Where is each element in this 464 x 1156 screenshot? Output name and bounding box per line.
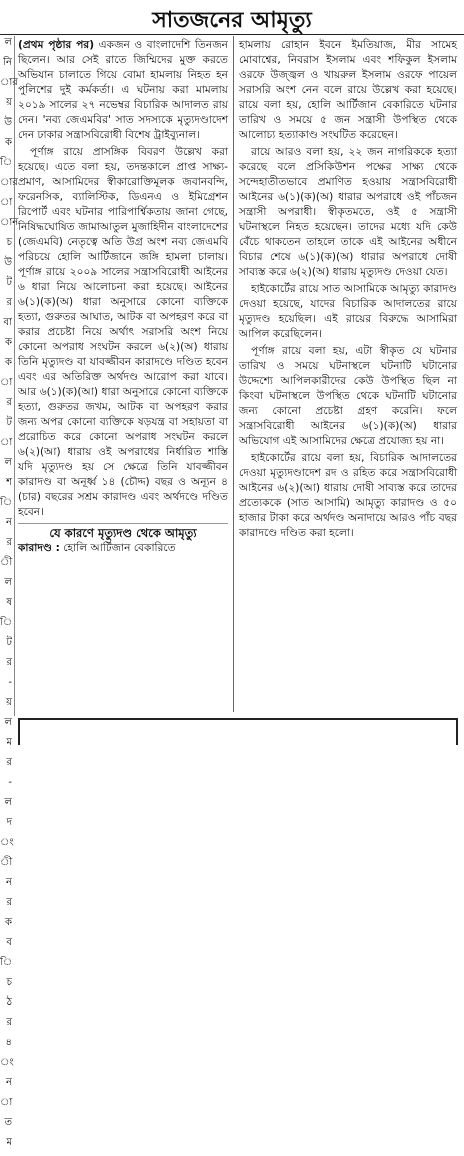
fragment-text: র	[6, 757, 12, 768]
article-paragraph	[18, 38, 228, 143]
fragment-text: য়	[6, 97, 12, 108]
fragment-text: নি	[3, 57, 12, 68]
fragment-text: ক	[5, 357, 12, 368]
fragment-text: ল	[4, 717, 12, 728]
article-paragraph: হাইকোর্টের রায়ে সাত আসামিকে আমৃত্যু কারাদণ্ড দেওয়া হয়েছে, যাদের বিচারিক আদালতের রায়ে মৃত্যুদণ্ড হয়েছিল। এই রায়ের বিরুদ্ধে আসামিরা আপিল করেছিলেন।	[239, 283, 457, 340]
fragment-text: ী	[0, 857, 13, 868]
fragment-text: ন	[6, 517, 12, 528]
fragment-text: ার	[0, 177, 18, 188]
continuation-label: (প্রথম পৃষ্ঠার পর)	[18, 39, 95, 51]
fragment-text: ট	[6, 277, 12, 288]
fragment-text: ান	[0, 217, 19, 228]
fragment-text: া	[0, 197, 13, 208]
article-column-2	[239, 38, 457, 710]
fragment-text: ত	[4, 1117, 12, 1128]
next-article-box	[18, 718, 458, 745]
fragment-text: ট	[6, 637, 12, 648]
fragment-text: ন	[6, 1077, 12, 1088]
fragment-text: া	[0, 437, 13, 448]
fragment-text: ল	[4, 457, 12, 468]
fragment-text: উ	[4, 257, 12, 268]
fragment-text: ি	[0, 957, 13, 968]
fragment-text: ার	[0, 77, 18, 88]
fragment-text: -	[8, 677, 12, 688]
fragment-text: ন	[6, 877, 12, 888]
fragment-text: ম	[6, 737, 12, 748]
fragment-text: ং	[0, 1057, 14, 1068]
section-label: কারাদণ্ড :	[18, 542, 60, 554]
fragment-text: ষ	[6, 597, 12, 608]
fragment-text: ক	[5, 137, 12, 148]
fragment-text: র	[6, 297, 12, 308]
fragment-text: ব	[6, 937, 12, 948]
fragment-text: উ	[4, 117, 12, 128]
fragment-text: চ	[6, 977, 12, 988]
adjacent-column-fragment	[0, 36, 19, 1148]
article-paragraph: রায়ে আরও বলা হয়, ২২ জন নাগরিককে হত্যা করেছে বলে প্রসিকিউশন পক্ষের সাক্ষ্য থেকে সন্দেহাতীতভাবে প্রমাণিত হওয়ায় সন্ত্রাসবিরোধী আইনের ৬(১)(ক)(অ) ধারার অপরাধে ওই পাঁচজন সন্ত্রাসী অপরাধী। স্বীকৃতমতে, ওই ৫ সন্ত্রাসী ঘটনাস্থলে নিহত হয়েছেন। তাদের মধ্যে যদি কেউ বেঁচে থাকতেন তাহলে তাকে এই আইনের অধীনে বিচার শেষে ৬(১)(ক)(অ) ধারার অপরাধে দোষী সাব্যস্ত করে ৬(২)(অ) ধারায় মৃত্যুদণ্ড দেওয়া যেত।	[239, 146, 457, 278]
headline: সাতজনের আমৃত্যু	[152, 7, 312, 33]
fragment-text: ি	[0, 157, 13, 168]
fragment-text: -	[8, 777, 12, 788]
fragment-text: ঠ	[6, 997, 12, 1008]
fragment-text: ল	[4, 37, 12, 48]
fragment-text: ি	[0, 617, 13, 628]
paragraph-text: হোলি আর্টিজান বেকারিতে	[63, 542, 176, 554]
fragment-text: র	[6, 537, 12, 548]
article-paragraph: হাইকোর্টের রায়ে বলা হয়, বিচারিক আদালতের দেওয়া মৃত্যুদণ্ডাদেশ রদ ও রহিত করে সন্ত্রাসবিরোধী আইনের ৬(২)(আ) ধারায় দোষী সাব্যস্ত করে তাদের প্রত্যেককে (সাত আসামি) আমৃত্যু কারাদণ্ড ও ৫০ হাজার টাকা করে অর্থদণ্ড অনাদায়ে আরও পাঁচ বছর কারাদণ্ডে দণ্ডিত করা হলো।	[239, 452, 457, 539]
fragment-text: বা	[3, 317, 12, 328]
article-paragraph: পূর্ণাঙ্গ রায়ে প্রাসঙ্গিক বিবরণ উল্লেখ করা হয়েছে। এতে বলা হয়, তদন্তকালে প্রাপ্ত সাক্ষ্য-প্রমাণ, আসামিদের স্বীকারোক্তিমূলক জবানবন্দি, ফরেনসিক, ব্যালিস্টিক, ডিএনএ ও ইমিগ্রেশন রিপোর্ট এবং ঘটনার পারিপার্শ্বিকতায় জানা গেছে, নিষিদ্ধঘোষিত জামাআতুল মুজাহিদীন বাংলাদেশের (জেএমবি) নেতৃত্বে অতি উগ্র অংশ নব্য জেএমবি পরিচয়ে হোলি আর্টিজানে জঙ্গি হামলা চালায়। পূর্ণাঙ্গ রায়ে ২০০৯ সালের সন্ত্রাসবিরোধী আইনের ৬ ধারা নিয়ে আলোচনা করা হয়েছে। আইনের ৬(১)(ক)(অ) ধারা অনুসারে কোনো ব্যক্তিকে হত্যা, গুরুতর আঘাত, আটক বা অপহরণ করে বা করার প্রচেষ্টা নিয়ে অর্থাৎ সরাসরি অংশ নিয়ে কোনো অপরাধ সংঘটন করলে ৬(২)(অ) ধারায় তিনি মৃত্যুদণ্ড বা যাবজ্জীবন কারাদণ্ডে দণ্ডিত হবেন এবং এর অতিরিক্ত অর্থদণ্ড আরোপ করা যাবে। আর ৬(১)(ক)(আ) ধারা অনুসারে কোনো ব্যক্তিকে হত্যা, গুরুতর জখম, আটক বা অপহরণ করার জন্য অপর কোনো ব্যক্তিকে ষড়যন্ত্র বা সহায়তা বা প্ররোচিত করে কোনো অপরাধ সংঘটন করলে ৬(২)(আ) ধারায় ওই অপরাধের নির্ধারিত শাস্তি যদি মৃত্যুদণ্ড হয় সে ক্ষেত্রে তিনি যাবজ্জীবন কারাদণ্ড বা অনূর্ধ্ব ১৪ (চৌদ্দ) বছর ও অন্যূন ৪ (চার) বছরের সশ্রম কারাদণ্ড এবং অর্থদণ্ডে দণ্ডিত হবেন।	[18, 146, 228, 518]
fragment-text: া	[0, 377, 13, 388]
fragment-text: ট	[6, 417, 12, 428]
fragment-text: র	[6, 657, 12, 668]
article-paragraph: পূর্ণাঙ্গ রায়ে বলা হয়, এটা স্বীকৃত যে ঘটনার তারিখ ও সময়ে ঘটনাস্থলে ঘটনাটি ঘটানোর উদ্দেশ্যে আপিলকারীদের কেউ উপস্থিত ছিল না কিংবা ঘটনাস্থলে উপস্থিত থেকে ঘটনাটি ঘটানোর জন্য কোনো প্রচেষ্টা গ্রহণ করেনি। ফলে সন্ত্রাসবিরোধী আইনের ৬(১)(ক)(অ) ধারার অভিযোগ এই আসামিদের ক্ষেত্রে প্রযোজ্য হয় না।	[239, 345, 457, 447]
fragment-text: ল	[4, 577, 12, 588]
article-paragraph	[18, 541, 228, 556]
section-subheading: যে কারণে মৃত্যুদণ্ড থেকে আমৃত্যু	[18, 523, 228, 541]
fragment-text: ং	[0, 837, 14, 848]
fragment-text: চ	[6, 237, 12, 248]
fragment-text: ি	[0, 497, 13, 508]
column-divider	[233, 36, 234, 712]
article-paragraph: হামলায় রোহান ইবনে ইমতিয়াজ, মীর সামেহ মোবাশ্বের, নিবরাস ইসলাম এবং শফিকুল ইসলাম ওরফে উজ্জ্বল ও খায়রুল ইসলাম ওরফে পায়েল সরাসরি অংশ নেন বলে রায়ে উল্লেখ করা হয়েছে। রায়ে বলা হয়, হোলি আর্টিজান বেকারিতে ঘটনার তারিখ ও সময়ে ৫ জন সন্ত্রাসী উপস্থিত থেকে আলোচ্য হত্যাকাণ্ড সংঘটিত করেছেন।	[239, 39, 457, 141]
paragraph-text: একজন ও বাংলাদেশি তিনজন ছিলেন। আর সেই রাতে জিম্মিদের মুক্ত করতে অভিযান চালাতে গিয়ে বোমা হামলায় নিহত হন পুলিশের দুই কর্মকর্তা। এ ঘটনায় করা মামলায় ২০১৯ সালের ২৭ নভেম্বর বিচারিক আদালত রায় দেন। 'নব্য জেএমবির' সাত সদস্যকে মৃত্যুদণ্ডাদেশ দেন ঢাকার সন্ত্রাসবিরোধী বিশেষ ট্রাইব্যুনাল।	[18, 39, 228, 141]
fragment-text: র	[6, 397, 12, 408]
fragment-text: ল	[4, 797, 12, 808]
fragment-text: র	[6, 1017, 12, 1028]
fragment-text: ক	[5, 917, 12, 928]
headline-bar	[0, 0, 464, 35]
fragment-text: ক	[5, 337, 12, 348]
article-column-1	[18, 38, 228, 710]
fragment-text: ৪	[5, 1037, 12, 1048]
fragment-text: া	[0, 1097, 13, 1108]
fragment-text: দ	[6, 817, 12, 828]
fragment-text: শ	[6, 477, 12, 488]
fragment-text: র	[6, 897, 12, 908]
fragment-text: য়	[6, 697, 12, 708]
fragment-text: ী	[0, 557, 13, 568]
fragment-text: ম	[6, 1137, 12, 1148]
